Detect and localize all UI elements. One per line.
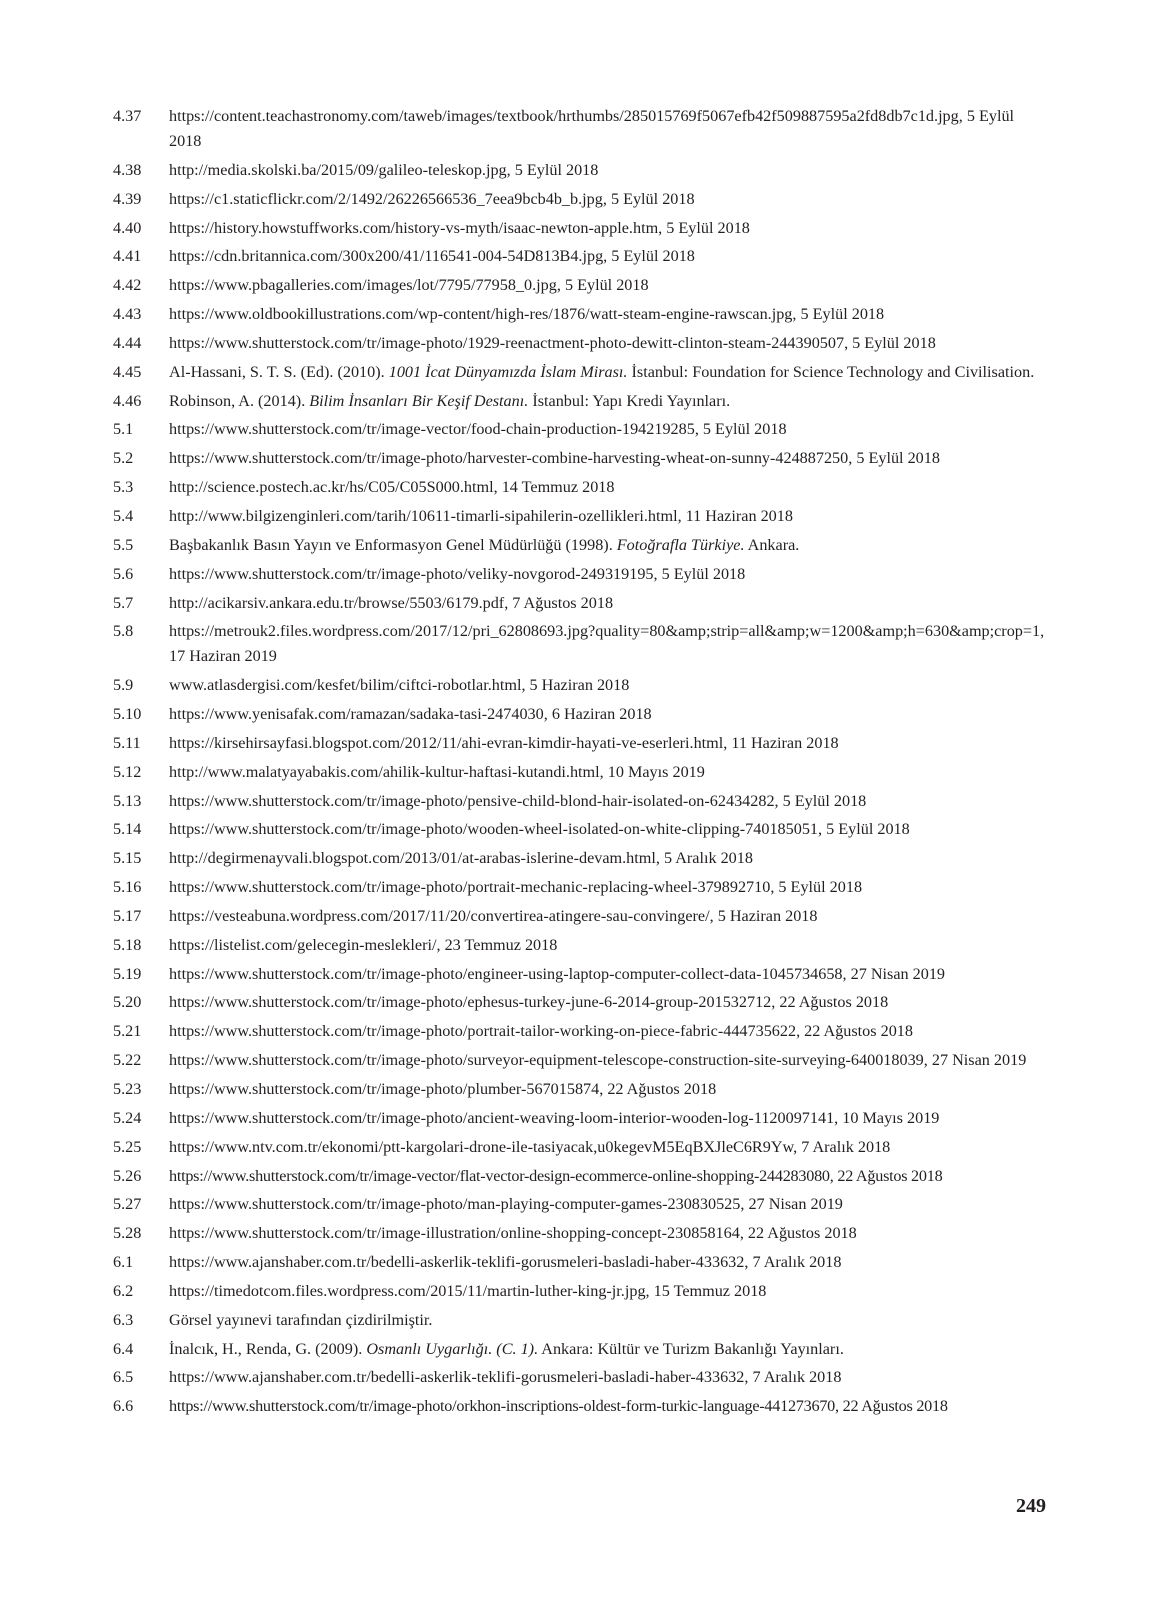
reference-entry [113,1221,1048,1246]
reference-number: 4.41 [113,247,142,266]
reference-number: 6.2 [113,1281,134,1300]
reference-number: 4.45 [113,362,142,381]
reference-text [169,1394,1048,1419]
reference-segment: https://www.shutterstock.com/tr/image-photo/portrait-mechanic-replacing-wheel-379892710, 5 Eylül 2018 [169,878,863,897]
reference-title: 1001 İcat Dünyamızda İslam Mirası. [388,362,628,381]
reference-number: 4.44 [113,333,142,352]
reference-text [169,1337,1048,1362]
reference-segment: Al-Hassani, S. T. S. (Ed). (2010). [169,362,389,381]
reference-entry [113,273,1048,298]
reference-text [169,1077,1048,1102]
reference-entry [113,875,1048,900]
reference-text [169,591,1048,616]
reference-number: 5.27 [113,1195,142,1214]
reference-segment: https://www.shutterstock.com/tr/image-photo/orkhon-inscriptions-oldest-form-turkic-language-441273670, 22 Ağustos 2018 [169,1397,948,1416]
reference-segment: https://cdn.britannica.com/300x200/41/116541-004-54D813B4.jpg, 5 Eylül 2018 [169,247,695,266]
reference-entry [113,619,1048,669]
reference-title: Fotoğrafla Türkiye. [616,535,745,554]
reference-segment: Başbakanlık Basın Yayın ve Enformasyon Genel Müdürlüğü (1998). [169,535,617,554]
reference-segment: https://www.shutterstock.com/tr/image-photo/engineer-using-laptop-computer-collect-data-1045734658, 27 Nisan 2019 [169,964,946,983]
reference-number: 4.38 [113,160,142,179]
reference-segment: http://science.postech.ac.kr/hs/C05/C05S000.html, 14 Temmuz 2018 [169,478,615,497]
reference-segment: https://kirsehirsayfasi.blogspot.com/2012/11/ahi-evran-kimdir-hayati-ve-eserleri.html, 11 Haziran 2018 [169,733,839,752]
reference-segment: Ankara. [744,535,800,554]
reference-text [169,187,1048,212]
reference-number: 5.24 [113,1108,142,1127]
reference-number: 5.7 [113,593,134,612]
page-number: 249 [1016,1495,1046,1517]
reference-number: 6.4 [113,1339,134,1358]
reference-segment: https://listelist.com/gelecegin-meslekleri/, 23 Temmuz 2018 [169,935,558,954]
reference-entry [113,1164,1048,1189]
reference-entry [113,104,1048,154]
reference-entry [113,562,1048,587]
reference-segment: Ankara: Kültür ve Turizm Bakanlığı Yayınları. [538,1339,844,1358]
reference-text [169,846,1048,871]
reference-segment: https://www.ajanshaber.com.tr/bedelli-askerlik-teklifi-gorusmeleri-basladi-haber-433632, 7 Aralık 2018 [169,1368,842,1387]
reference-segment: https://www.shutterstock.com/tr/image-photo/harvester-combine-harvesting-wheat-on-sunny-424887250, 5 Eylül 2018 [169,449,940,468]
reference-number: 5.11 [113,733,141,752]
reference-text [169,273,1048,298]
reference-entry [113,533,1048,558]
reference-text [169,962,1048,987]
reference-entry [113,244,1048,269]
reference-segment: https://www.shutterstock.com/tr/image-photo/pensive-child-blond-hair-isolated-on-62434282, 5 Eylül 2018 [169,791,867,810]
reference-text [169,360,1048,385]
reference-number: 5.6 [113,564,134,583]
reference-segment: https://www.shutterstock.com/tr/image-photo/veliky-novgorod-249319195, 5 Eylül 2018 [169,564,746,583]
reference-entry [113,789,1048,814]
reference-number: 5.14 [113,820,142,839]
reference-number: 5.28 [113,1224,142,1243]
reference-number: 4.40 [113,218,142,237]
reference-text [169,504,1048,529]
reference-text [169,789,1048,814]
reference-text [169,933,1048,958]
reference-entry [113,591,1048,616]
reference-entry [113,1135,1048,1160]
reference-entry [113,1394,1048,1419]
reference-entry [113,475,1048,500]
reference-number: 5.3 [113,478,134,497]
reference-text [169,1221,1048,1246]
reference-segment: https://c1.staticflickr.com/2/1492/26226566536_7eea9bcb4b_b.jpg, 5 Eylül 2018 [169,189,695,208]
reference-text [169,158,1048,183]
reference-number: 6.5 [113,1368,134,1387]
reference-text [169,1019,1048,1044]
reference-segment: http://degirmenayvali.blogspot.com/2013/01/at-arabas-islerine-devam.html, 5 Aralık 2018 [169,849,753,868]
reference-entry [113,1308,1048,1333]
reference-text [169,875,1048,900]
reference-number: 5.13 [113,791,142,810]
reference-text [169,446,1048,471]
reference-entry [113,1365,1048,1390]
reference-number: 5.1 [113,420,134,439]
reference-text [169,302,1048,327]
reference-entry [113,846,1048,871]
reference-entry [113,1048,1048,1073]
reference-segment: https://www.yenisafak.com/ramazan/sadaka-tasi-2474030, 6 Haziran 2018 [169,705,652,724]
reference-entry [113,1337,1048,1362]
reference-entry [113,446,1048,471]
reference-entry [113,360,1048,385]
reference-text [169,1164,1048,1189]
reference-segment: Robinson, A. (2014). [169,391,310,410]
reference-number: 5.16 [113,878,142,897]
reference-text [169,1135,1048,1160]
reference-segment: http://www.malatyayabakis.com/ahilik-kultur-haftasi-kutandi.html, 10 Mayıs 2019 [169,762,705,781]
reference-entry [113,417,1048,442]
reference-segment: https://www.shutterstock.com/tr/image-vector/flat-vector-design-ecommerce-online-shopping-244283080, 22 Ağustos 2018 [169,1166,943,1185]
reference-number: 5.15 [113,849,142,868]
reference-text [169,990,1048,1015]
reference-number: 5.26 [113,1166,142,1185]
reference-entry [113,302,1048,327]
reference-entry [113,731,1048,756]
reference-segment: İstanbul: Foundation for Science Technology and Civilisation. [627,362,1035,381]
reference-number: 5.4 [113,506,134,525]
reference-segment: https://www.shutterstock.com/tr/image-photo/man-playing-computer-games-230830525, 27 Nisan 2019 [169,1195,843,1214]
reference-text [169,331,1048,356]
reference-entry [113,962,1048,987]
reference-number: 5.12 [113,762,142,781]
reference-segment: https://history.howstuffworks.com/history-vs-myth/isaac-newton-apple.htm, 5 Eylül 2018 [169,218,750,237]
reference-text [169,389,1048,414]
reference-entry [113,1192,1048,1217]
reference-segment: http://acikarsiv.ankara.edu.tr/browse/5503/6179.pdf, 7 Ağustos 2018 [169,593,614,612]
reference-text [169,475,1048,500]
reference-segment: www.atlasdergisi.com/kesfet/bilim/ciftci-robotlar.html, 5 Haziran 2018 [169,676,630,695]
reference-text [169,760,1048,785]
reference-entry [113,1106,1048,1131]
reference-segment: İstanbul: Yapı Kredi Yayınları. [528,391,731,410]
reference-entry [113,187,1048,212]
reference-entry [113,817,1048,842]
reference-segment: https://www.pbagalleries.com/images/lot/7795/77958_0.jpg, 5 Eylül 2018 [169,276,649,295]
reference-number: 6.3 [113,1310,134,1329]
reference-text [169,104,1048,154]
reference-entry [113,158,1048,183]
reference-title: Bilim İnsanları Bir Keşif Destanı. [309,391,529,410]
reference-entry [113,933,1048,958]
reference-text [169,1250,1048,1275]
reference-segment: https://www.shutterstock.com/tr/image-photo/wooden-wheel-isolated-on-white-clipping-740185051, 5 Eylül 2018 [169,820,910,839]
reference-entry [113,760,1048,785]
reference-text [169,417,1048,442]
reference-segment: https://www.shutterstock.com/tr/image-photo/surveyor-equipment-telescope-construction-site-surveying-640018039, 27 Nisan 2019 [169,1051,1027,1070]
reference-number: 5.21 [113,1022,142,1041]
reference-number: 5.19 [113,964,142,983]
reference-segment: https://www.shutterstock.com/tr/image-photo/ancient-weaving-loom-interior-wooden-log-1120097141, 10 Mayıs 2019 [169,1108,940,1127]
reference-segment: https://www.ntv.com.tr/ekonomi/ptt-kargolari-drone-ile-tasiyacak,u0kegevM5EqBXJleC6R9Yw, 7 Aralık 2018 [169,1137,891,1156]
reference-entry [113,702,1048,727]
reference-text [169,731,1048,756]
reference-text [169,533,1048,558]
reference-number: 5.18 [113,935,142,954]
reference-text [169,1192,1048,1217]
reference-segment: http://media.skolski.ba/2015/09/galileo-teleskop.jpg, 5 Eylül 2018 [169,160,599,179]
reference-text [169,702,1048,727]
reference-number: 4.46 [113,391,142,410]
reference-text [169,904,1048,929]
reference-number: 5.23 [113,1080,142,1098]
reference-text [169,1106,1048,1131]
reference-segment: https://timedotcom.files.wordpress.com/2015/11/martin-luther-king-jr.jpg, 15 Temmuz 2018 [169,1281,767,1300]
reference-number: 6.1 [113,1253,134,1272]
reference-number: 5.25 [113,1137,142,1156]
reference-entry [113,1250,1048,1275]
reference-entry [113,904,1048,929]
reference-segment: https://www.shutterstock.com/tr/image-photo/ephesus-turkey-june-6-2014-group-201532712, 22 Ağustos 2018 [169,993,889,1012]
reference-entry [113,1019,1048,1044]
reference-segment: https://www.shutterstock.com/tr/image-illustration/online-shopping-concept-230858164, 22 Ağustos 2018 [169,1224,857,1243]
reference-text [169,562,1048,587]
reference-text [169,1048,1048,1073]
reference-segment: https://www.shutterstock.com/tr/image-vector/food-chain-production-194219285, 5 Eylül 2018 [169,420,787,439]
reference-segment: https://vesteabuna.wordpress.com/2017/11/20/convertirea-atingere-sau-convingere/, 5 Haziran 2018 [169,906,818,925]
reference-entry [113,216,1048,241]
reference-list [113,104,1048,1423]
reference-segment: İnalcık, H., Renda, G. (2009). [169,1339,367,1358]
reference-entry [113,331,1048,356]
reference-segment: https://www.shutterstock.com/tr/image-photo/plumber-567015874, 22 Ağustos 2018 [169,1080,717,1098]
reference-entry [113,990,1048,1015]
reference-number: 5.10 [113,705,142,724]
reference-segment: https://www.oldbookillustrations.com/wp-content/high-res/1876/watt-steam-engine-rawscan.jpg, 5 Eylül 2018 [169,305,885,324]
reference-number: 5.8 [113,622,134,641]
reference-title: Osmanlı Uygarlığı. (C. 1). [366,1339,539,1358]
reference-text [169,673,1048,698]
reference-entry [113,1279,1048,1304]
reference-entry [113,1077,1048,1102]
reference-segment: Görsel yayınevi tarafından çizdirilmiştir. [169,1310,433,1329]
reference-segment: https://content.teachastronomy.com/taweb/images/textbook/hrthumbs/285015769f5067efb42f509887595a2fd8db7c1d.jpg, 5 Eylül 2018 [169,107,1015,150]
reference-number: 5.5 [113,535,134,554]
reference-text [169,619,1048,669]
reference-number: 5.20 [113,993,142,1012]
reference-text [169,1365,1048,1390]
reference-number: 5.22 [113,1051,142,1070]
reference-segment: https://www.shutterstock.com/tr/image-photo/1929-reenactment-photo-dewitt-clinton-steam-244390507, 5 Eylül 2018 [169,333,936,352]
reference-entry [113,504,1048,529]
reference-entry [113,673,1048,698]
reference-number: 5.17 [113,906,142,925]
reference-segment: http://www.bilgizenginleri.com/tarih/10611-timarli-sipahilerin-ozellikleri.html, 11 Haziran 2018 [169,506,793,525]
reference-number: 4.37 [113,107,142,125]
reference-number: 6.6 [113,1397,134,1416]
reference-number: 4.42 [113,276,142,295]
reference-text [169,1308,1048,1333]
reference-entry [113,389,1048,414]
reference-segment: https://www.shutterstock.com/tr/image-photo/portrait-tailor-working-on-piece-fabric-444735622, 22 Ağustos 2018 [169,1022,913,1041]
reference-segment: https://metrouk2.files.wordpress.com/2017/12/pri_62808693.jpg?quality=80&amp;strip=all&amp;w=1200&amp;h=630&amp;crop=1, 17 Haziran 2019 [169,622,1045,666]
reference-text [169,244,1048,269]
reference-number: 5.9 [113,676,134,695]
reference-text [169,216,1048,241]
reference-number: 4.43 [113,305,142,324]
reference-text [169,817,1048,842]
reference-text [169,1279,1048,1304]
reference-number: 5.2 [113,449,134,468]
reference-segment: https://www.ajanshaber.com.tr/bedelli-askerlik-teklifi-gorusmeleri-basladi-haber-433632, 7 Aralık 2018 [169,1253,842,1272]
reference-number: 4.39 [113,189,142,208]
